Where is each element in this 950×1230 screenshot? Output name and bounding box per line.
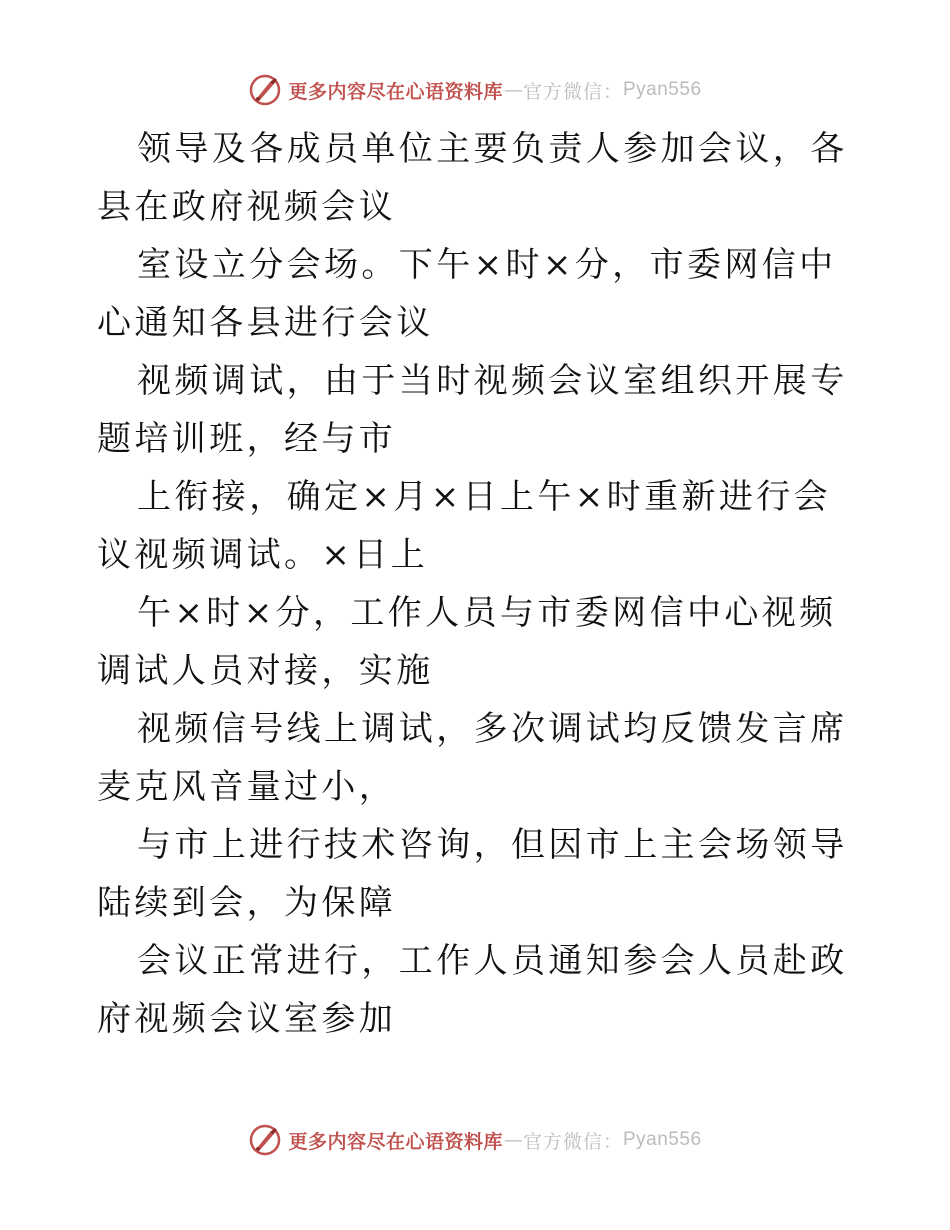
watermark-brand: 更多内容尽在心语资料库 [288, 80, 503, 103]
paragraph: 视频信号线上调试，多次调试均反馈发言席麦克风音量过小， [97, 709, 848, 807]
paragraph: 与市上进行技术咨询，但因市上主会场领导陆续到会，为保障 [97, 825, 848, 923]
paragraph: 会议正常进行，工作人员通知参会人员赴政府视频会议室参加 [97, 941, 848, 1039]
footer-watermark [0, 1120, 950, 1160]
document-body [97, 120, 857, 1048]
paragraph: 室设立分会场。下午×时×分，市委网信中心通知各县进行会议 [97, 245, 837, 343]
watermark-separator: — [503, 79, 522, 101]
watermark-label: 官方微信： [522, 1130, 623, 1153]
watermark-wechat-id: Pyan556 [623, 79, 702, 100]
paragraph: 上衔接，确定×月×日上午×时重新进行会议视频调试。×日上 [97, 477, 832, 575]
paragraph: 午×时×分，工作人员与市委网信中心视频调试人员对接，实施 [97, 593, 837, 691]
paragraph: 领导及各成员单位主要负责人参加会议，各县在政府视频会议 [97, 129, 848, 227]
header-watermark [0, 70, 950, 110]
quill-logo-icon [248, 1123, 282, 1157]
watermark-wechat-id: Pyan556 [623, 1129, 702, 1150]
watermark-separator: — [503, 1129, 522, 1151]
paragraph: 视频调试，由于当时视频会议室组织开展专题培训班，经与市 [97, 361, 848, 459]
watermark-label: 官方微信： [522, 80, 623, 103]
watermark-brand: 更多内容尽在心语资料库 [288, 1130, 503, 1153]
quill-logo-icon [248, 73, 282, 107]
